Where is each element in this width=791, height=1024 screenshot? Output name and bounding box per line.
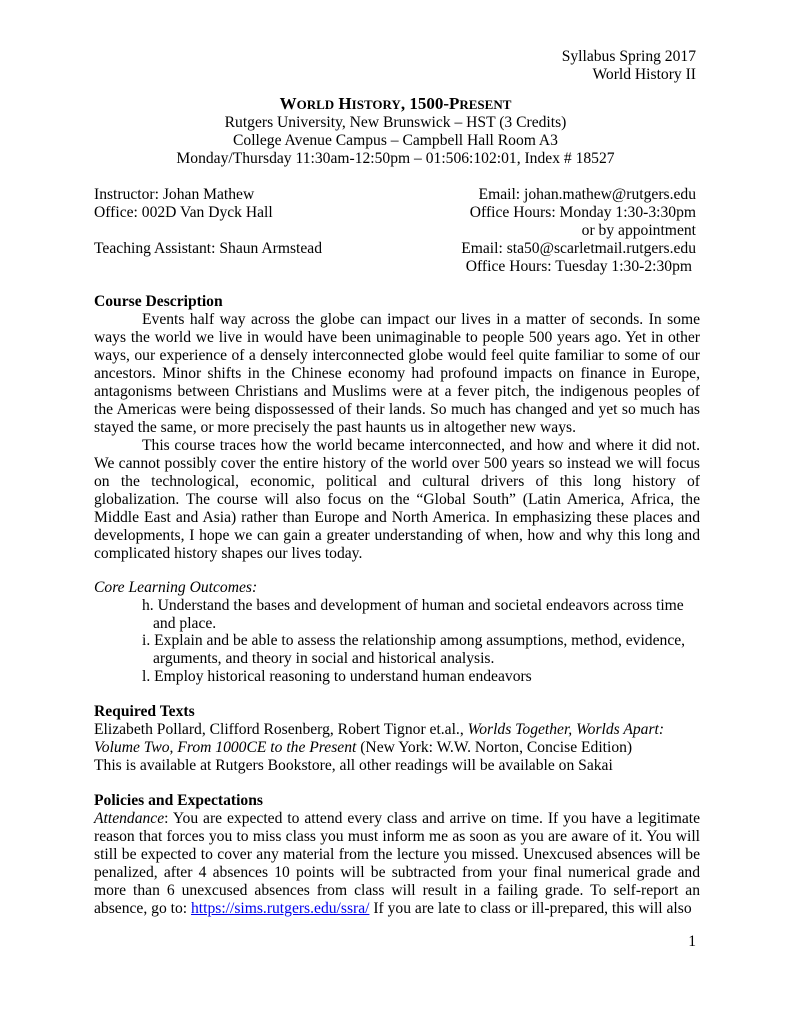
course-info-line-2: College Avenue Campus – Campbell Hall Room A3 xyxy=(233,132,558,149)
instructor-office-hours: Office Hours: Monday 1:30-3:30pm xyxy=(469,204,696,221)
course-description-paragraph-1: Events half way across the globe can impact our lives in a matter of seconds. In some ways the world we live in would have been unimaginable to people 500 years ago. Yet in other ways, our experience of a densely interconnected globe would feel quite familiar to some of our ancestors. Minor shifts in the Chinese economy had profound impacts on finance in Europe, antagonisms between Christians and Muslims were at a fever pitch, the indigenous peoples of the Americas were being dispossessed of their lands. So much has changed and yet so much has stayed the same, or more precisely the past haunts us in altogether new ways. xyxy=(94,311,700,436)
learning-outcomes-heading: Core Learning Outcomes: xyxy=(94,579,258,596)
book-title: Worlds Together, Worlds Apart: xyxy=(467,721,665,738)
ssra-link[interactable]: https://sims.rutgers.edu/ssra/ xyxy=(191,900,370,917)
course-description-heading: Course Description xyxy=(94,293,223,310)
instructor-office: Office: 002D Van Dyck Hall xyxy=(94,204,273,221)
policies-heading: Policies and Expectations xyxy=(94,792,263,809)
document-title: WORLD HISTORY, 1500-PRESENT xyxy=(279,94,512,113)
ta-email: Email: sta50@scarletmail.rutgers.edu xyxy=(461,240,696,257)
required-text-availability: This is available at Rutgers Bookstore, all other readings will be available on Sakai xyxy=(94,757,613,774)
ta-office-hours: Office Hours: Tuesday 1:30-2:30pm xyxy=(465,258,692,275)
required-text-citation-line-1: Elizabeth Pollard, Clifford Rosenberg, Robert Tignor et.al., Worlds Together, Worlds Apart: xyxy=(94,721,665,738)
instructor-email: Email: johan.mathew@rutgers.edu xyxy=(478,186,696,203)
required-texts-heading: Required Texts xyxy=(94,703,195,720)
running-header xyxy=(562,48,696,84)
outcome-h-line-1: h. Understand the bases and development of human and societal endeavors across time xyxy=(142,597,684,614)
ta-name: Teaching Assistant: Shaun Armstead xyxy=(94,240,323,257)
course-info-line-3: Monday/Thursday 11:30am-12:50pm – 01:506:102:01, Index # 18527 xyxy=(176,150,615,167)
course-info-line-1: Rutgers University, New Brunswick – HST (3 Credits) xyxy=(224,114,567,131)
outcome-i-line-2: arguments, and theory in social and historical analysis. xyxy=(153,650,495,667)
outcome-l: l. Employ historical reasoning to understand human endeavors xyxy=(142,668,532,685)
header-line-2: World History II xyxy=(592,66,696,83)
outcome-h-line-2: and place. xyxy=(153,615,217,632)
book-subtitle: Volume Two, From 1000CE to the Present xyxy=(94,739,357,756)
course-description-paragraph-2: This course traces how the world became interconnected, and how and where it did not. We cannot possibly cover the entire history of the world over 500 years so instead we will focus on the technological, economic, political and cultural drivers of this long history of globalization. The course will also focus on the “Global South” (Latin America, Africa, the Middle East and Asia) rather than Europe and North America. In emphasizing these places and developments, I hope we can gain a greater understanding of when, how and why this long and complicated history shapes our lives today. xyxy=(94,437,700,562)
appointment-note: or by appointment xyxy=(581,222,696,239)
page-number: 1 xyxy=(688,933,696,950)
attendance-label: Attendance xyxy=(94,810,165,827)
attendance-policy-paragraph: Attendance: You are expected to attend every class and arrive on time. If you have a legitimate reason that forces you to miss class you must inform me as soon as you are aware of it. You will still be expected to cover any material from the lecture you missed. Unexcused absences will be penalized, after 4 absences 10 points will be subtracted from your final numerical grade and more than 6 unexcused absences from class will result in a failing grade. To self-report an absence, go to: https://sims.rutgers.edu/ssra/ If you are late to class or ill-prepared, this will also xyxy=(94,810,700,917)
header-line-1: Syllabus Spring 2017 xyxy=(561,48,696,65)
instructor-name: Instructor: Johan Mathew xyxy=(94,186,255,203)
outcome-i-line-1: i. Explain and be able to assess the relationship among assumptions, method, evidence, xyxy=(142,632,686,649)
required-text-citation-line-2: Volume Two, From 1000CE to the Present (New York: W.W. Norton, Concise Edition) xyxy=(94,739,633,756)
